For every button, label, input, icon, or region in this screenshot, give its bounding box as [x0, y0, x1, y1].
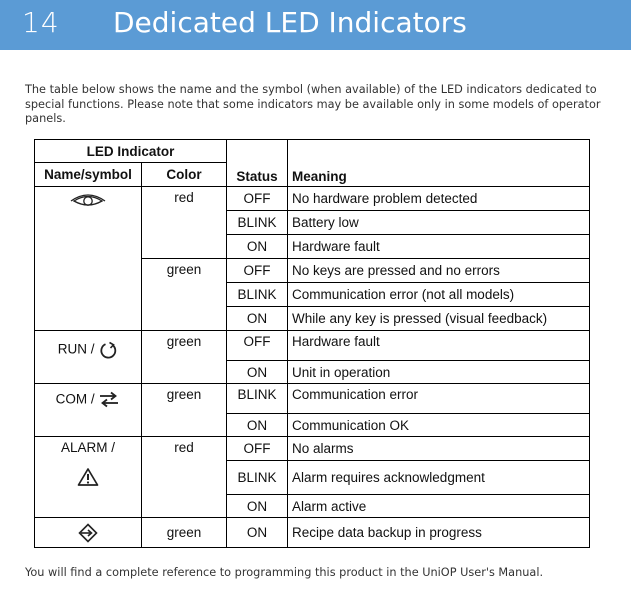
status-cell: ON	[227, 307, 288, 331]
status-cell: OFF	[227, 187, 288, 211]
meaning-cell: Alarm active	[288, 495, 590, 518]
status-cell: OFF	[227, 259, 288, 283]
led-indicator-table	[34, 139, 590, 548]
section-title: Dedicated LED Indicators	[113, 6, 467, 39]
status-cell: OFF	[227, 331, 288, 361]
led-name-run: RUN /	[57, 341, 99, 357]
meaning-cell: Communication error	[288, 384, 590, 414]
column-header-name-symbol: Name/symbol	[35, 163, 142, 187]
status-cell: ON	[227, 495, 288, 518]
meaning-cell: Unit in operation	[288, 361, 590, 384]
meaning-cell: Communication error (not all models)	[288, 283, 590, 307]
status-cell: BLINK	[227, 384, 288, 414]
led-name-com: COM /	[55, 391, 99, 407]
meaning-cell: No alarms	[288, 437, 590, 461]
status-cell: OFF	[227, 437, 288, 461]
footer-paragraph: You will find a complete reference to programming this product in the UniOP User's Manual.	[25, 566, 544, 579]
led-color-cell: red	[142, 187, 227, 259]
meaning-cell: Recipe data backup in progress	[288, 518, 590, 548]
meaning-cell: Communication OK	[288, 414, 590, 437]
com-arrows-icon	[98, 390, 120, 410]
meaning-cell: While any key is pressed (visual feedback)	[288, 307, 590, 331]
led-name-cell	[35, 187, 142, 331]
intro-paragraph: The table below shows the name and the symbol (when available) of the LED indicators dedicated to special functions. Please note that some indicators may be available only in some models of operator panels.	[25, 83, 601, 125]
table-row	[35, 331, 590, 361]
table-header-row-1	[35, 140, 590, 163]
recipe-backup-icon	[77, 523, 99, 543]
table-row	[35, 437, 590, 461]
status-cell: ON	[227, 235, 288, 259]
column-header-status: Status	[227, 140, 288, 187]
status-cell: ON	[227, 361, 288, 384]
eye-icon	[68, 190, 108, 210]
led-name-alarm: ALARM /	[60, 440, 115, 455]
column-header-meaning: Meaning	[288, 140, 590, 187]
status-cell: BLINK	[227, 211, 288, 235]
led-name-cell	[35, 331, 142, 384]
led-name-cell	[35, 518, 142, 548]
led-name-cell	[35, 384, 142, 437]
table-row	[35, 187, 590, 211]
section-header	[0, 0, 631, 50]
status-cell: ON	[227, 414, 288, 437]
table-row	[35, 518, 590, 548]
led-name-cell	[35, 437, 142, 518]
meaning-cell: No keys are pressed and no errors	[288, 259, 590, 283]
meaning-cell: Alarm requires acknowledgment	[288, 461, 590, 495]
column-header-color: Color	[142, 163, 227, 187]
table-row	[35, 384, 590, 414]
meaning-cell: No hardware problem detected	[288, 187, 590, 211]
run-cycle-icon	[98, 340, 118, 360]
section-number: 14	[22, 6, 60, 39]
alarm-triangle-icon	[39, 467, 137, 490]
meaning-cell: Hardware fault	[288, 235, 590, 259]
status-cell: ON	[227, 518, 288, 548]
led-color-cell: green	[142, 331, 227, 384]
status-cell: BLINK	[227, 461, 288, 495]
led-color-cell: green	[142, 518, 227, 548]
meaning-cell: Hardware fault	[288, 331, 590, 361]
led-color-cell: red	[142, 437, 227, 518]
status-cell: BLINK	[227, 283, 288, 307]
group-header-led-indicator: LED Indicator	[35, 140, 227, 163]
led-color-cell: green	[142, 384, 227, 437]
led-color-cell: green	[142, 259, 227, 331]
meaning-cell: Battery low	[288, 211, 590, 235]
